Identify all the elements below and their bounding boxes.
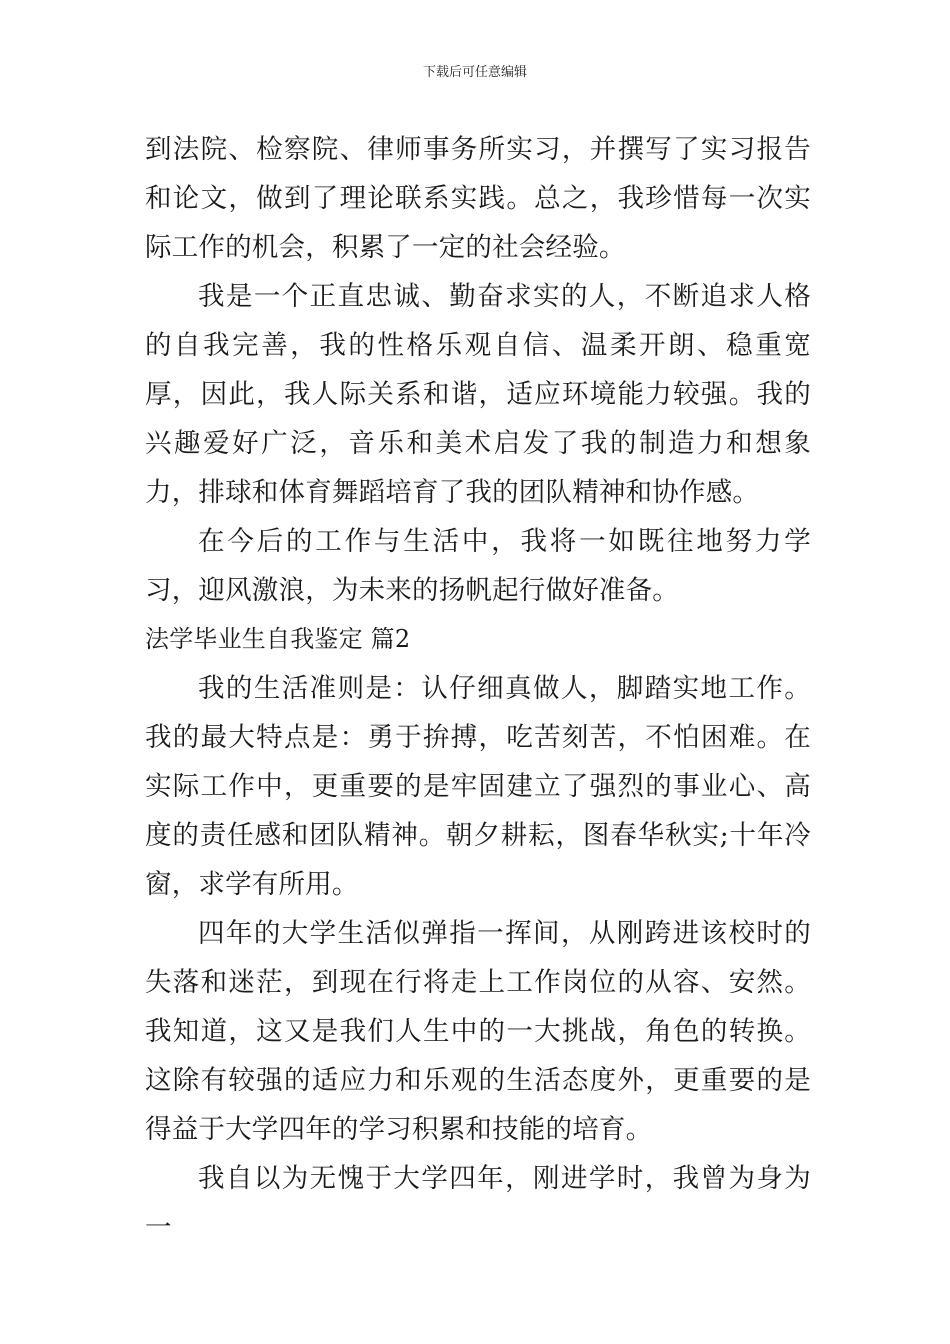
paragraph-no-regret: 我自以为无愧于大学四年，刚进学时，我曾为身为一: [145, 1163, 811, 1243]
section-heading: 法学毕业生自我鉴定 篇2: [145, 625, 411, 653]
page-header: 下载后可任意编辑: [422, 65, 527, 80]
paragraph-personality: 我是一个正直忠诚、勤奋求实的人，不断追求人格的自我完善，我的性格乐观自信、温柔开朗、稳重宽厚，因此，我人际关系和谐，适应环境能力较强。我的兴趣爱好广泛，音乐和美术启发了我的制造力和想象力，排球和体育舞蹈培育了我的团队精神和协作感。: [145, 281, 811, 508]
document-body: [145, 125, 811, 1252]
paragraph-future: 在今后的工作与生活中，我将一如既往地努力学习，迎风激浪，为未来的扬帆起行做好准备。: [145, 526, 811, 606]
paragraph-university-life: 四年的大学生活似弹指一挥间，从刚跨进该校时的失落和迷茫，到现在行将走上工作岗位的从容、安然。我知道，这又是我们人生中的一大挑战，角色的转换。这除有较强的适应力和乐观的生活态度外，更重要的是得益于大学四年的学习积累和技能的培育。: [145, 918, 811, 1145]
paragraph-life-principle: 我的生活准则是：认仔细真做人，脚踏实地工作。我的最大特点是：勇于拚搏，吃苦刻苦，不怕困难。在实际工作中，更重要的是牢固建立了强烈的事业心、高度的责任感和团队精神。朝夕耕耘，图春华秋实;十年冷窗，求学有所用。: [145, 673, 811, 900]
paragraph-internship: 到法院、检察院、律师事务所实习，并撰写了实习报告和论文，做到了理论联系实践。总之，我珍惜每一次实际工作的机会，积累了一定的社会经验。: [145, 134, 811, 263]
